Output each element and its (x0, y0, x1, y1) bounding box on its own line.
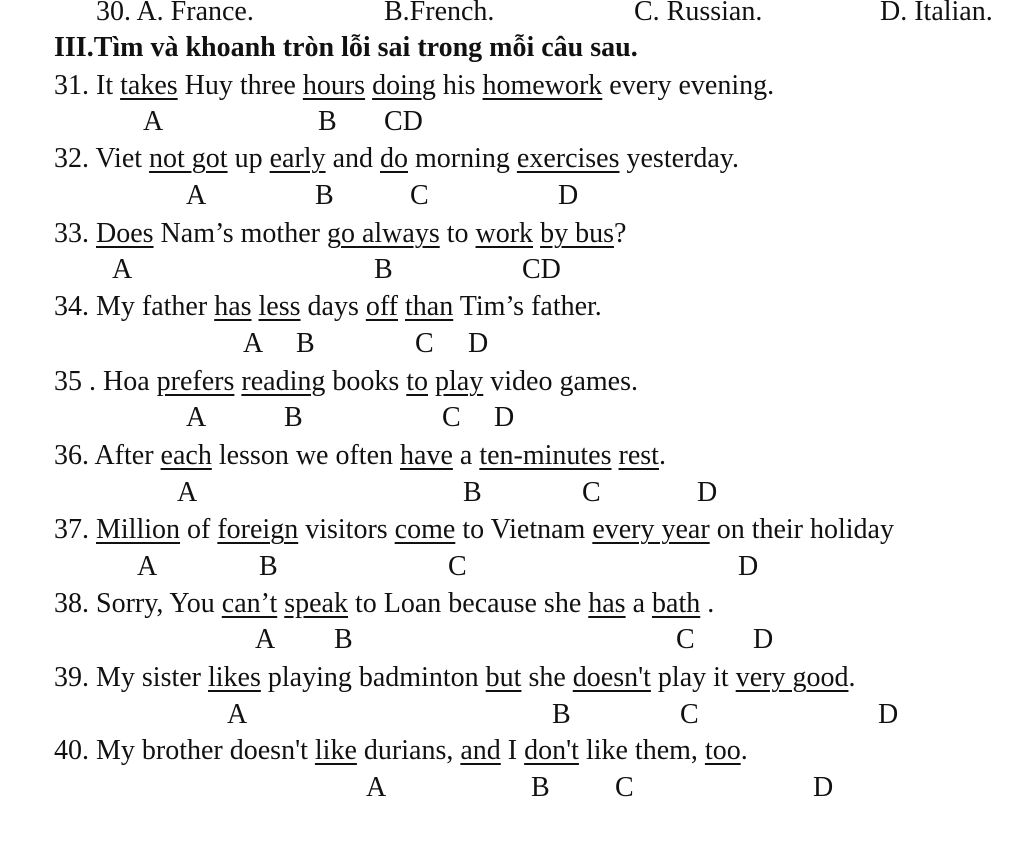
sentence-text (612, 440, 619, 471)
q31-label-a: A (143, 106, 164, 137)
sentence-text: books (325, 366, 407, 397)
underlined-c: to (406, 366, 429, 397)
underlined-c: doing (372, 70, 436, 101)
underlined-d: homework (482, 70, 603, 101)
q35-label-d: D (494, 402, 515, 433)
q37-label-b: B (259, 551, 278, 582)
underlined-a: can’t (221, 588, 278, 619)
underlined-c: come (394, 514, 456, 545)
q33-label-b: B (374, 254, 393, 285)
underlined-b: and (460, 735, 501, 766)
sentence-text: to (439, 218, 476, 249)
underlined-b: less (258, 291, 301, 322)
underlined-d: bath (652, 588, 701, 619)
q37-label-c: C (448, 551, 467, 582)
sentence-text: 39. My sister (54, 662, 208, 693)
section-heading: III.Tìm và khoanh tròn lỗi sai trong mỗi câu sau. (54, 32, 638, 63)
q33-label-cd: CD (522, 254, 561, 285)
underlined-c: ten-minutes (479, 440, 612, 471)
underlined-c: do (380, 143, 408, 174)
underlined-d: rest (618, 440, 659, 471)
sentence-text: like them, (578, 735, 705, 766)
question-31 (54, 70, 774, 102)
q30-option-c: C. Russian. (634, 0, 763, 27)
underlined-d: than (405, 291, 454, 322)
question-35 (54, 366, 638, 398)
q35-label-a: A (186, 402, 207, 433)
q32-label-b: B (315, 180, 334, 211)
sentence-text: to Vietnam (455, 514, 593, 545)
underlined-c: don't (524, 735, 579, 766)
underlined-a: like (314, 735, 357, 766)
q30-option-b: B.French. (384, 0, 495, 27)
sentence-text: play it (650, 662, 736, 693)
sentence-text: . (658, 440, 666, 471)
question-39 (54, 662, 855, 694)
question-40 (54, 735, 748, 767)
q39-label-d: D (878, 699, 899, 730)
q31-label-b: B (318, 106, 337, 137)
sentence-text: 32. Viet (54, 143, 150, 174)
underlined-d: exercises (516, 143, 620, 174)
q38-label-d: D (753, 624, 774, 655)
underlined-d: too (704, 735, 741, 766)
q40-label-a: A (366, 772, 387, 803)
underlined-b: but (485, 662, 522, 693)
sentence-text: 33. (54, 218, 96, 249)
question-34 (54, 291, 602, 323)
q39-label-a: A (227, 699, 248, 730)
q32-label-d: D (558, 180, 579, 211)
question-37 (54, 514, 894, 546)
q33-label-a: A (112, 254, 133, 285)
sentence-text: his (435, 70, 483, 101)
underlined-a: has (214, 291, 252, 322)
sentence-text: . (740, 735, 748, 766)
q34-label-b: B (296, 328, 315, 359)
q34-label-a: A (243, 328, 264, 359)
q31-label-cd: CD (384, 106, 423, 137)
q40-label-b: B (531, 772, 550, 803)
underlined-c: has (588, 588, 626, 619)
underlined-c: work (475, 218, 534, 249)
sentence-text: 31. It (54, 70, 121, 101)
sentence-text: every evening. (602, 70, 775, 101)
sentence-text (252, 291, 259, 322)
sentence-text: Nam’s mother (153, 218, 327, 249)
sentence-text: 38. Sorry, You (54, 588, 222, 619)
underlined-a: each (160, 440, 212, 471)
sentence-text: playing badminton (260, 662, 486, 693)
q38-label-c: C (676, 624, 695, 655)
sentence-text: lesson we often (211, 440, 401, 471)
sentence-text: I (500, 735, 525, 766)
q39-label-c: C (680, 699, 699, 730)
sentence-text (365, 70, 372, 101)
underlined-c: off (365, 291, 398, 322)
sentence-text: days (300, 291, 366, 322)
underlined-d: by bus (540, 218, 614, 249)
sentence-text: up (227, 143, 270, 174)
underlined-d: every year (592, 514, 710, 545)
sentence-text: 36. After (54, 440, 161, 471)
underlined-b: go always (326, 218, 440, 249)
sentence-text: on their holiday (709, 514, 894, 545)
sentence-text: Tim’s father. (453, 291, 602, 322)
sentence-text (428, 366, 435, 397)
sentence-text: ? (613, 218, 627, 249)
underlined-d: very good (735, 662, 849, 693)
underlined-a: prefers (156, 366, 235, 397)
underlined-d: play (435, 366, 484, 397)
question-33 (54, 218, 626, 250)
question-38 (54, 588, 714, 620)
sentence-text: durians, (356, 735, 461, 766)
sentence-text: video games. (483, 366, 639, 397)
sentence-text: and (325, 143, 380, 174)
q36-label-a: A (177, 477, 198, 508)
sentence-text: . (700, 588, 715, 619)
q36-label-c: C (582, 477, 601, 508)
sentence-text: 37. (54, 514, 96, 545)
q34-label-d: D (468, 328, 489, 359)
sentence-text: a (625, 588, 653, 619)
q38-label-a: A (255, 624, 276, 655)
sentence-text: yesterday. (619, 143, 739, 174)
q37-label-d: D (738, 551, 759, 582)
underlined-b: foreign (217, 514, 299, 545)
q36-label-d: D (697, 477, 718, 508)
q35-label-b: B (284, 402, 303, 433)
underlined-a: Million (96, 514, 181, 545)
underlined-a: Does (96, 218, 154, 249)
underlined-b: have (400, 440, 453, 471)
q32-label-c: C (410, 180, 429, 211)
underlined-b: early (269, 143, 326, 174)
underlined-c: doesn't (572, 662, 651, 693)
q40-label-d: D (813, 772, 834, 803)
underlined-a: likes (208, 662, 261, 693)
sentence-text: 34. My father (54, 291, 215, 322)
sentence-text: she (521, 662, 573, 693)
sentence-text: to Loan because she (348, 588, 589, 619)
underlined-a: takes (120, 70, 178, 101)
underlined-b: reading (241, 366, 326, 397)
q35-label-c: C (442, 402, 461, 433)
sentence-text: visitors (298, 514, 395, 545)
q30-option-d: D. Italian. (880, 0, 993, 27)
q30-option-a: 30. A. France. (96, 0, 254, 27)
q38-label-b: B (334, 624, 353, 655)
sentence-text (533, 218, 540, 249)
underlined-b: hours (302, 70, 366, 101)
sentence-text: 40. My brother doesn't (54, 735, 315, 766)
q32-label-a: A (186, 180, 207, 211)
q39-label-b: B (552, 699, 571, 730)
question-32 (54, 143, 739, 175)
underlined-b: speak (284, 588, 348, 619)
sentence-text: 35 . Hoa (54, 366, 157, 397)
q37-label-a: A (137, 551, 158, 582)
sentence-text: . (848, 662, 856, 693)
sentence-text: morning (408, 143, 517, 174)
underlined-a: not got (149, 143, 228, 174)
q34-label-c: C (415, 328, 434, 359)
q40-label-c: C (615, 772, 634, 803)
sentence-text: a (452, 440, 480, 471)
sentence-text: Huy three (177, 70, 303, 101)
q36-label-b: B (463, 477, 482, 508)
sentence-text: of (180, 514, 218, 545)
question-36 (54, 440, 666, 472)
sentence-text (398, 291, 405, 322)
